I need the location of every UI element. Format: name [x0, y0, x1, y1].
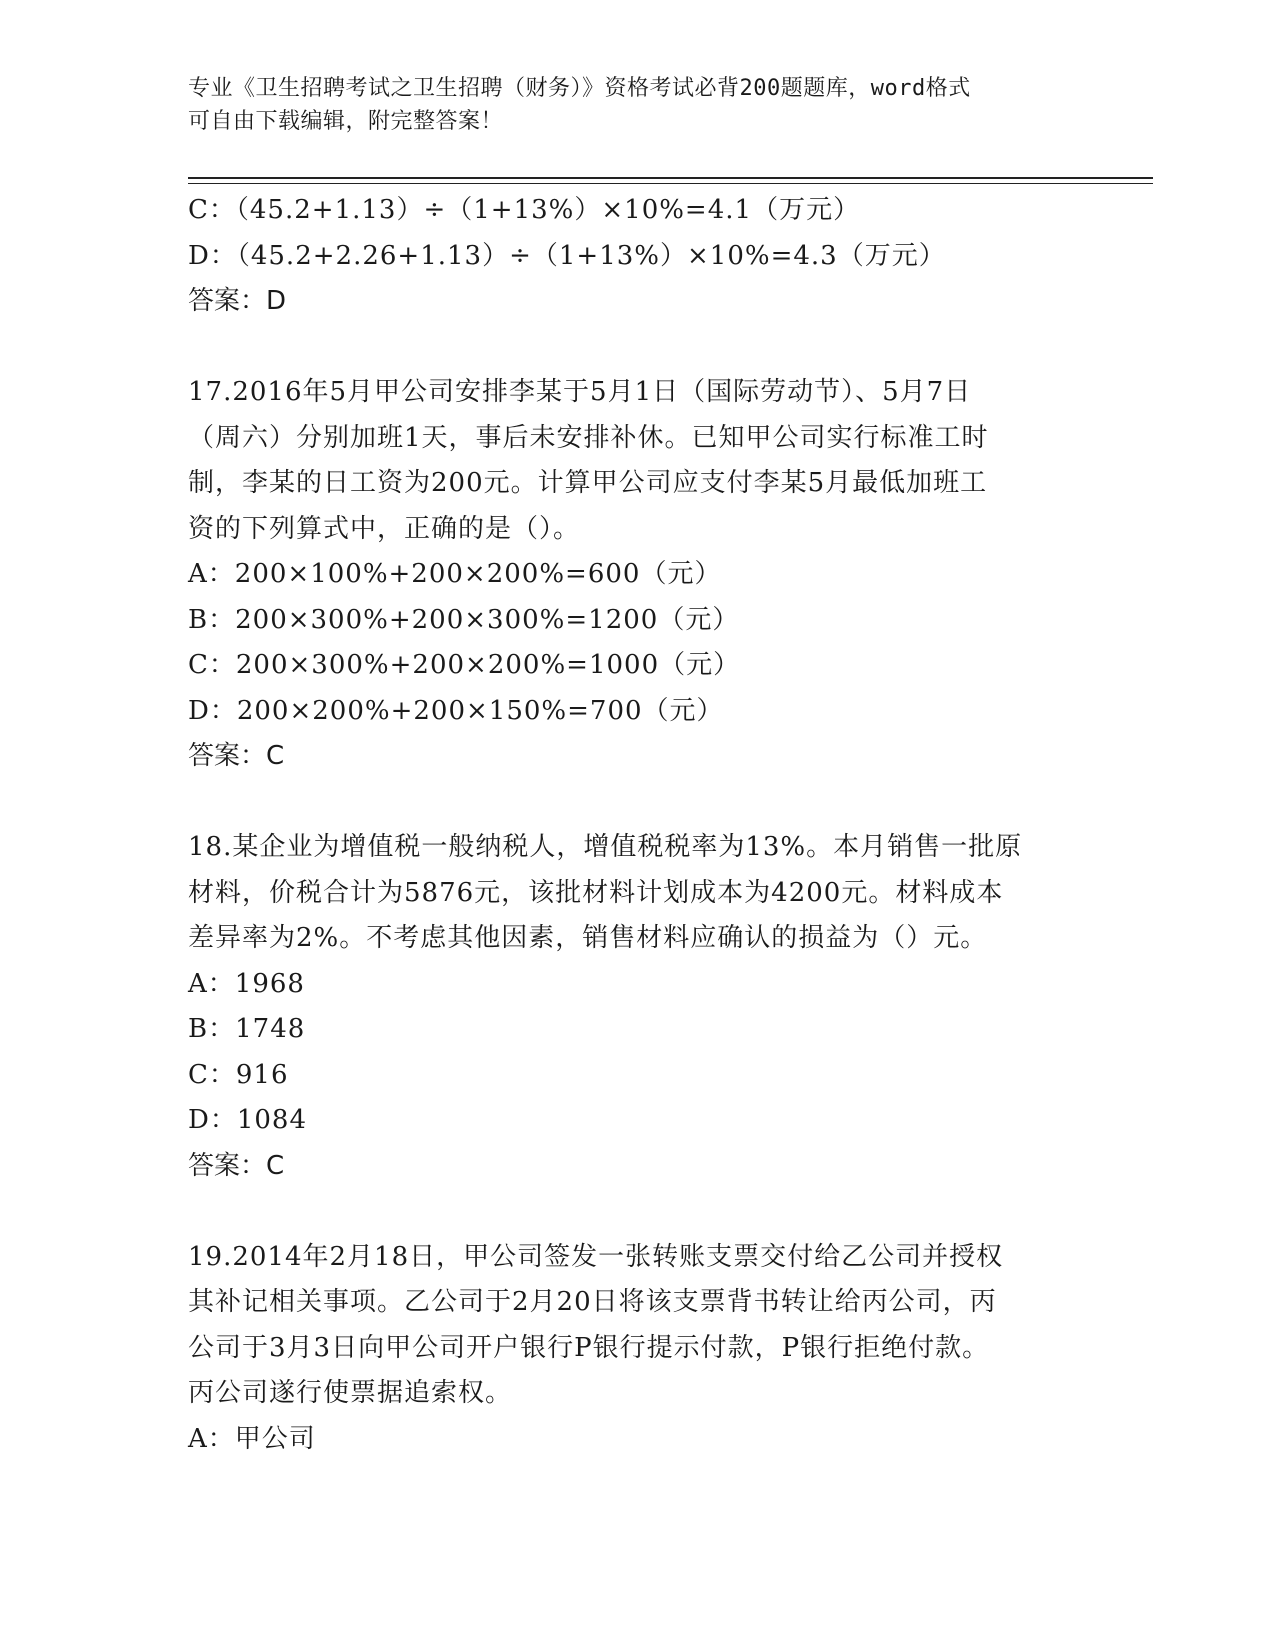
page-header: [188, 72, 1068, 138]
option-c: C：916: [188, 1059, 289, 1090]
question-text-line: （周六）分别加班1天，事后未安排补休。已知甲公司实行标准工时: [188, 422, 989, 453]
spacer: [188, 1189, 1068, 1235]
header-line-2: 可自由下载编辑，附完整答案！: [188, 109, 504, 134]
option-c: C：200×300%+200×200%=1000（元）: [188, 650, 741, 680]
option-b: B：1748: [188, 1014, 306, 1044]
question-text-line: 19.2014年2月18日，甲公司签发一张转账支票交付给乙公司并授权: [188, 1241, 1004, 1272]
header-divider-thin: [188, 183, 1153, 184]
question-text-line: 材料，价税合计为5876元，该批材料计划成本为4200元。材料成本: [188, 877, 1004, 908]
spacer: [188, 325, 1068, 371]
question-text-line: 制，李某的日工资为200元。计算甲公司应支付李某5月最低加班工: [188, 468, 988, 498]
option-a: A：1968: [188, 968, 305, 999]
header-divider-thick: [188, 177, 1153, 179]
question-content: [188, 188, 1068, 1462]
question-18: [188, 825, 1068, 1189]
question-text-line: 差异率为2%。不考虑其他因素，销售材料应确认的损益为（）元。: [188, 923, 988, 953]
option-a: A：200×100%+200×200%=600（元）: [188, 559, 722, 589]
previous-question-tail: [188, 188, 1068, 325]
option-d: D：（45.2+2.26+1.13）÷（1+13%）×10%=4.3（万元）: [188, 240, 946, 271]
answer-line: 答案：D: [188, 286, 287, 316]
question-text-line: 丙公司遂行使票据追索权。: [188, 1378, 513, 1408]
spacer: [188, 780, 1068, 826]
question-17: [188, 370, 1068, 780]
question-text-line: 17.2016年5月甲公司安排李某于5月1日（国际劳动节）、5月7日: [188, 377, 972, 407]
question-text-line: 公司于3月3日向甲公司开户银行P银行提示付款，P银行拒绝付款。: [188, 1332, 990, 1363]
option-d: D：200×200%+200×150%=700（元）: [188, 695, 724, 726]
option-d: D：1084: [188, 1105, 308, 1135]
answer-line: 答案：C: [188, 1150, 285, 1181]
question-19: [188, 1235, 1068, 1463]
option-c: C：（45.2+1.13）÷（1+13%）×10%=4.1（万元）: [188, 195, 861, 225]
question-text-line: 资的下列算式中，正确的是（）。: [188, 513, 581, 544]
question-text-line: 18.某企业为增值税一般纳税人，增值税税率为13%。本月销售一批原: [188, 832, 1023, 862]
question-text-line: 其补记相关事项。乙公司于2月20日将该支票背书转让给丙公司，丙: [188, 1287, 997, 1317]
header-line-1: 专业《卫生招聘考试之卫生招聘（财务）》资格考试必背200题题库，word格式: [188, 76, 971, 101]
option-a: A：甲公司: [188, 1423, 316, 1454]
answer-line: 答案：C: [188, 741, 285, 771]
option-b: B：200×300%+200×300%=1200（元）: [188, 604, 740, 635]
